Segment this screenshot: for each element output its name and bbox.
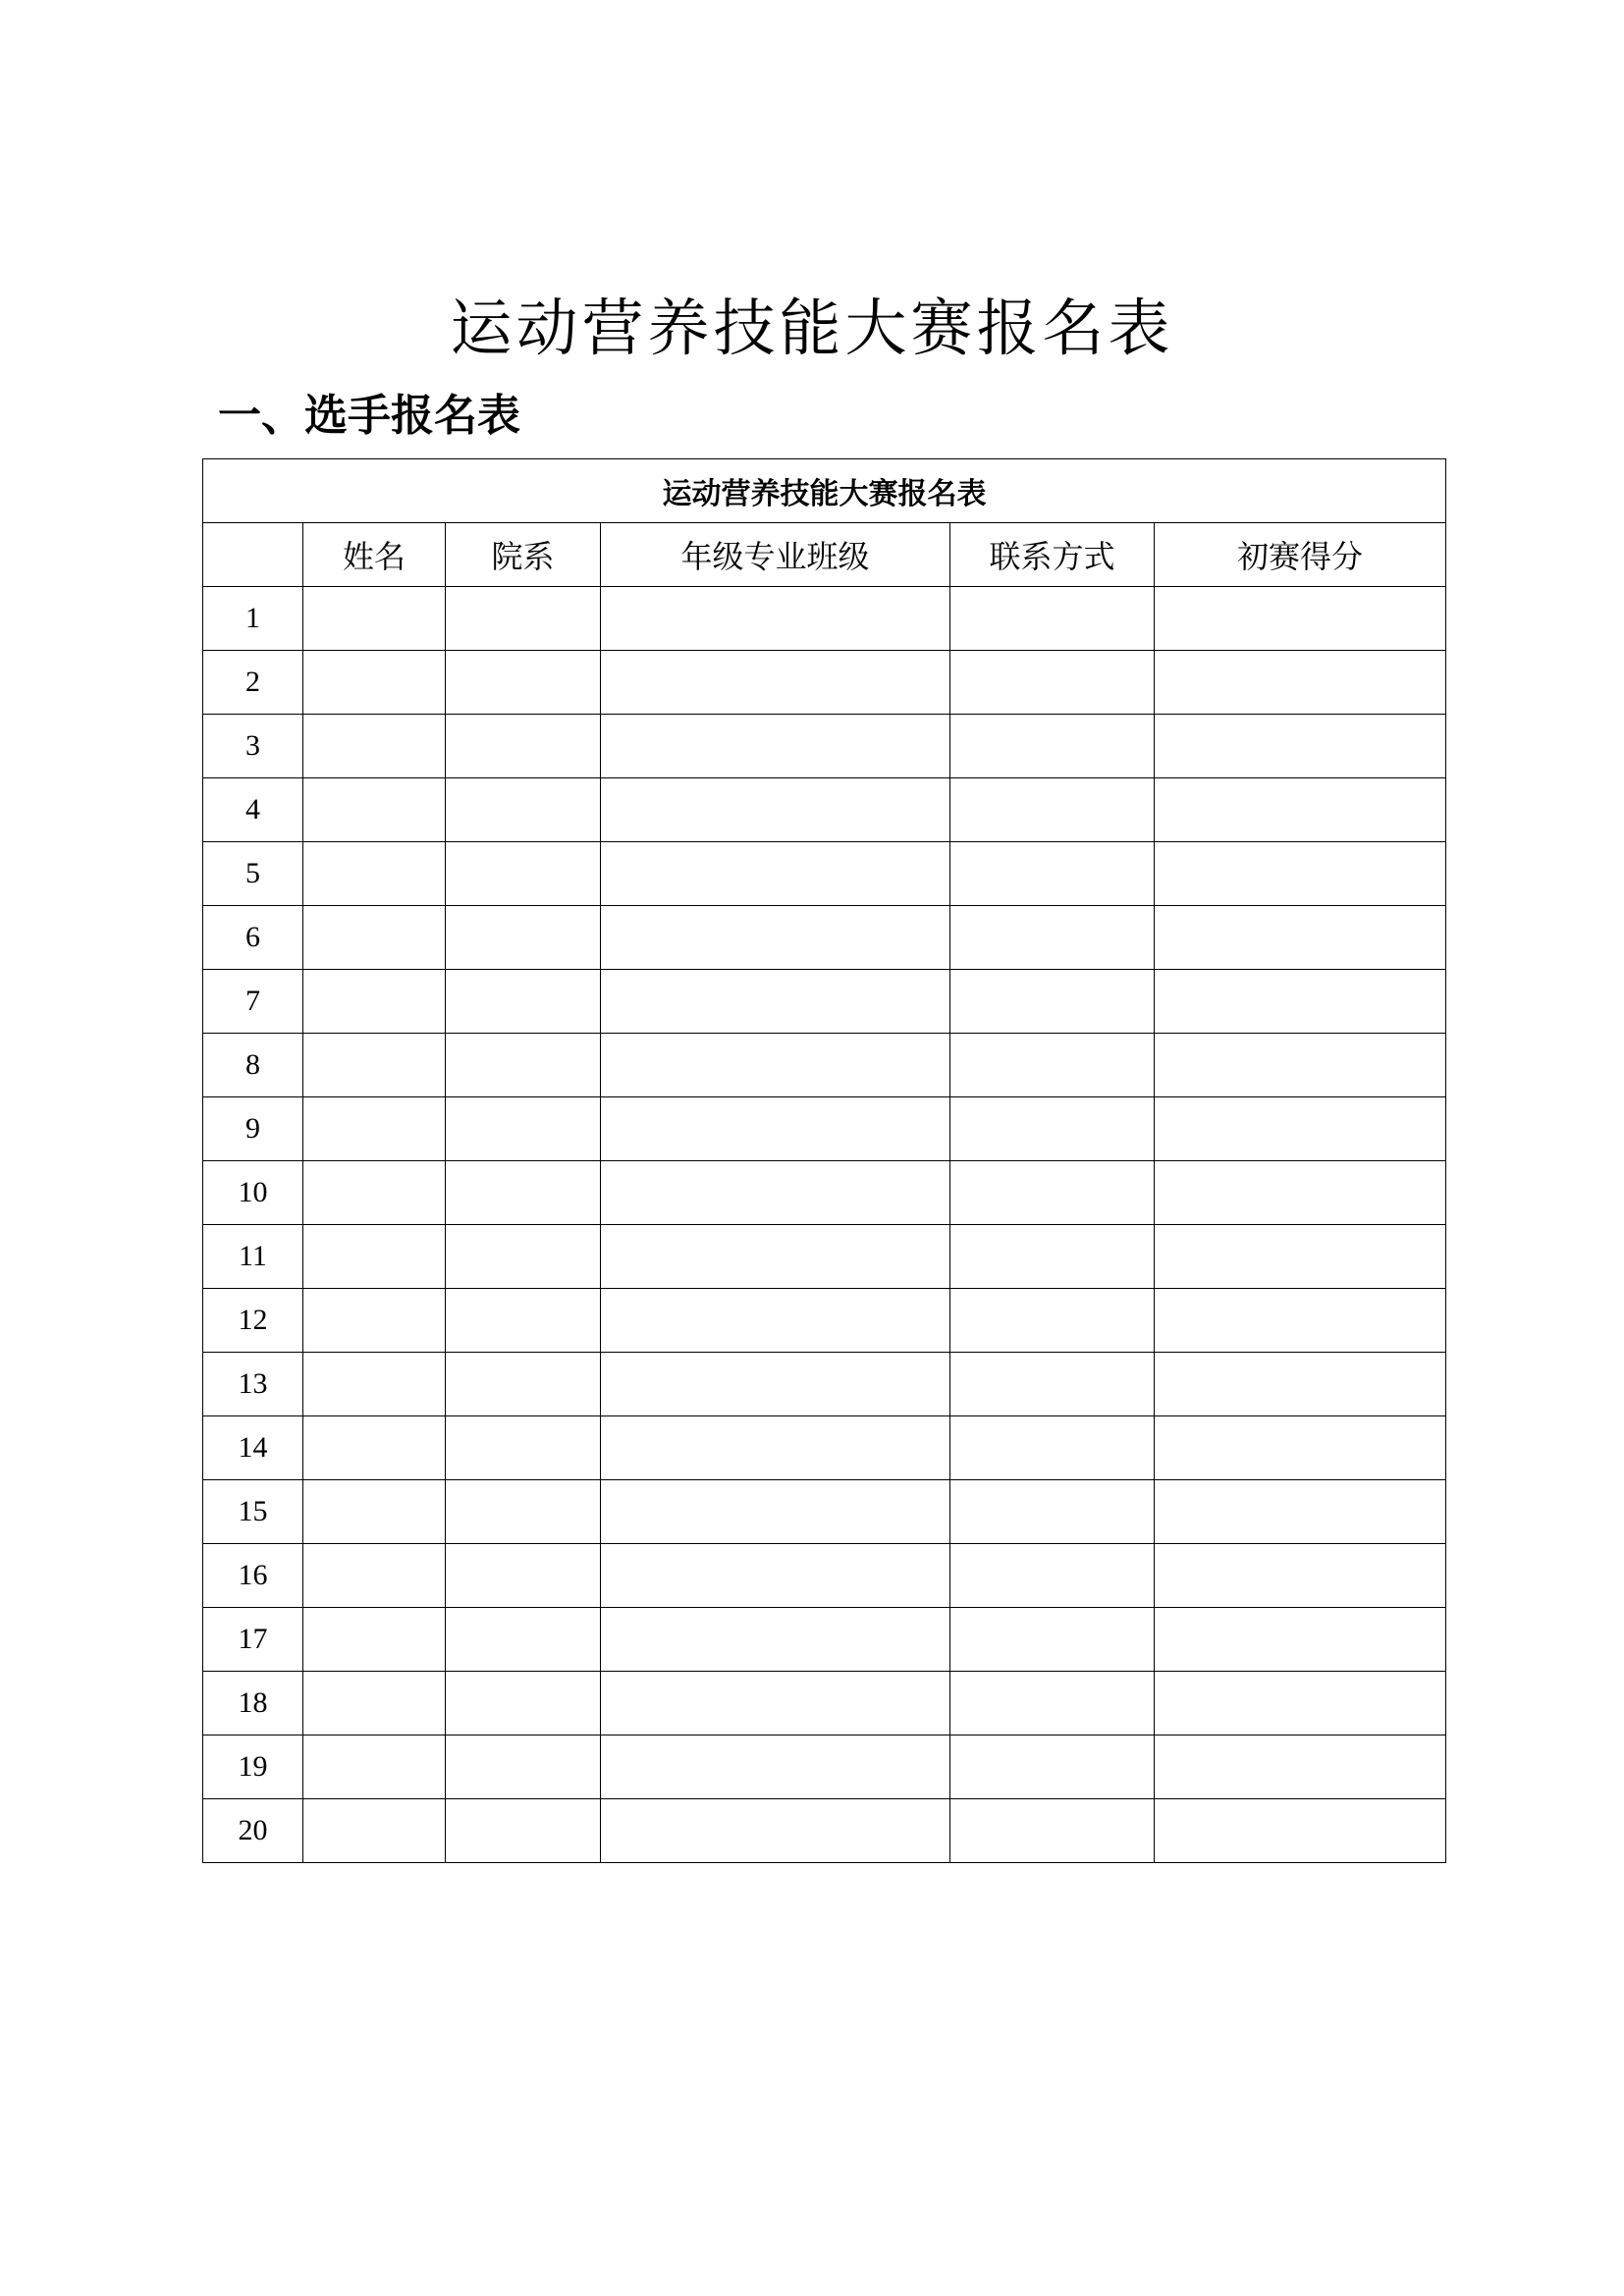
department-cell[interactable]: [446, 651, 601, 715]
name-cell[interactable]: [303, 715, 446, 778]
row-number: 12: [203, 1289, 303, 1353]
contact-cell[interactable]: [950, 1161, 1155, 1225]
name-cell[interactable]: [303, 651, 446, 715]
table-row: [203, 1161, 1446, 1225]
table-row: [203, 906, 1446, 970]
preliminary-score-cell[interactable]: [1155, 778, 1446, 842]
row-number: 13: [203, 1353, 303, 1416]
column-header-contact: 联系方式: [950, 523, 1155, 587]
grade-major-class-cell[interactable]: [601, 651, 950, 715]
table-row: [203, 842, 1446, 906]
row-number: 1: [203, 587, 303, 651]
row-number: 9: [203, 1097, 303, 1161]
table-row: [203, 778, 1446, 842]
department-cell[interactable]: [446, 1353, 601, 1416]
department-cell[interactable]: [446, 715, 601, 778]
row-number: 3: [203, 715, 303, 778]
name-cell[interactable]: [303, 1608, 446, 1672]
contact-cell[interactable]: [950, 970, 1155, 1034]
name-cell[interactable]: [303, 970, 446, 1034]
preliminary-score-cell[interactable]: [1155, 842, 1446, 906]
row-number: 7: [203, 970, 303, 1034]
preliminary-score-cell[interactable]: [1155, 1161, 1446, 1225]
table-row: [203, 1672, 1446, 1735]
department-cell[interactable]: [446, 1799, 601, 1863]
table-row: [203, 1353, 1446, 1416]
table-row: [203, 1544, 1446, 1608]
preliminary-score-cell[interactable]: [1155, 1735, 1446, 1799]
department-cell[interactable]: [446, 778, 601, 842]
preliminary-score-cell[interactable]: [1155, 1799, 1446, 1863]
name-cell[interactable]: [303, 1097, 446, 1161]
preliminary-score-cell[interactable]: [1155, 1225, 1446, 1289]
preliminary-score-cell[interactable]: [1155, 1416, 1446, 1480]
table-row: [203, 1799, 1446, 1863]
column-header-preliminary-score: 初赛得分: [1155, 523, 1446, 587]
table-row: [203, 1608, 1446, 1672]
table-row: [203, 1097, 1446, 1161]
table-row: [203, 651, 1446, 715]
preliminary-score-cell[interactable]: [1155, 1544, 1446, 1608]
name-cell[interactable]: [303, 1034, 446, 1097]
department-cell[interactable]: [446, 1416, 601, 1480]
page-title: 运动营养技能大赛报名表: [450, 293, 1174, 364]
row-number: 8: [203, 1034, 303, 1097]
preliminary-score-cell[interactable]: [1155, 587, 1446, 651]
row-number: 18: [203, 1672, 303, 1735]
name-cell[interactable]: [303, 778, 446, 842]
row-number: 2: [203, 651, 303, 715]
contact-cell[interactable]: [950, 1608, 1155, 1672]
name-cell[interactable]: [303, 1161, 446, 1225]
contact-cell[interactable]: [950, 1225, 1155, 1289]
contact-cell[interactable]: [950, 1034, 1155, 1097]
name-cell[interactable]: [303, 587, 446, 651]
table-caption-row: [203, 459, 1446, 523]
contact-cell[interactable]: [950, 651, 1155, 715]
department-cell[interactable]: [446, 970, 601, 1034]
grade-major-class-cell[interactable]: [601, 1544, 950, 1608]
department-cell[interactable]: [446, 1225, 601, 1289]
department-cell[interactable]: [446, 587, 601, 651]
name-cell[interactable]: [303, 1480, 446, 1544]
grade-major-class-cell[interactable]: [601, 970, 950, 1034]
name-cell[interactable]: [303, 906, 446, 970]
department-cell[interactable]: [446, 906, 601, 970]
table-row: [203, 587, 1446, 651]
grade-major-class-cell[interactable]: [601, 1034, 950, 1097]
grade-major-class-cell[interactable]: [601, 842, 950, 906]
department-cell[interactable]: [446, 1735, 601, 1799]
table-row: [203, 1416, 1446, 1480]
contact-cell[interactable]: [950, 587, 1155, 651]
contact-cell[interactable]: [950, 1416, 1155, 1480]
grade-major-class-cell[interactable]: [601, 906, 950, 970]
grade-major-class-cell[interactable]: [601, 1608, 950, 1672]
name-cell[interactable]: [303, 1735, 446, 1799]
department-cell[interactable]: [446, 1608, 601, 1672]
name-cell[interactable]: [303, 1544, 446, 1608]
preliminary-score-cell[interactable]: [1155, 1097, 1446, 1161]
table-body: [203, 587, 1446, 1863]
grade-major-class-cell[interactable]: [601, 1225, 950, 1289]
row-number: 5: [203, 842, 303, 906]
row-number: 10: [203, 1161, 303, 1225]
table-row: [203, 1034, 1446, 1097]
table-row: [203, 1225, 1446, 1289]
contact-cell[interactable]: [950, 1480, 1155, 1544]
row-number: 11: [203, 1225, 303, 1289]
name-cell[interactable]: [303, 1672, 446, 1735]
column-header-name: 姓名: [303, 523, 446, 587]
contact-cell[interactable]: [950, 1799, 1155, 1863]
grade-major-class-cell[interactable]: [601, 778, 950, 842]
name-cell[interactable]: [303, 1416, 446, 1480]
preliminary-score-cell[interactable]: [1155, 970, 1446, 1034]
table-header-row: [203, 523, 1446, 587]
contact-cell[interactable]: [950, 1672, 1155, 1735]
preliminary-score-cell[interactable]: [1155, 1608, 1446, 1672]
grade-major-class-cell[interactable]: [601, 715, 950, 778]
department-cell[interactable]: [446, 1161, 601, 1225]
column-header-index: [203, 523, 303, 587]
department-cell[interactable]: [446, 1544, 601, 1608]
department-cell[interactable]: [446, 1672, 601, 1735]
name-cell[interactable]: [303, 842, 446, 906]
contact-cell[interactable]: [950, 778, 1155, 842]
contact-cell[interactable]: [950, 906, 1155, 970]
grade-major-class-cell[interactable]: [601, 1416, 950, 1480]
registration-table: [202, 458, 1446, 1863]
grade-major-class-cell[interactable]: [601, 1672, 950, 1735]
grade-major-class-cell[interactable]: [601, 587, 950, 651]
contact-cell[interactable]: [950, 1289, 1155, 1353]
contact-cell[interactable]: [950, 1735, 1155, 1799]
preliminary-score-cell[interactable]: [1155, 1480, 1446, 1544]
column-header-grade-major-class: 年级专业班级: [601, 523, 950, 587]
row-number: 17: [203, 1608, 303, 1672]
row-number: 15: [203, 1480, 303, 1544]
preliminary-score-cell[interactable]: [1155, 1034, 1446, 1097]
column-header-department: 院系: [446, 523, 601, 587]
department-cell[interactable]: [446, 842, 601, 906]
preliminary-score-cell[interactable]: [1155, 651, 1446, 715]
preliminary-score-cell[interactable]: [1155, 906, 1446, 970]
contact-cell[interactable]: [950, 1353, 1155, 1416]
preliminary-score-cell[interactable]: [1155, 715, 1446, 778]
department-cell[interactable]: [446, 1480, 601, 1544]
name-cell[interactable]: [303, 1289, 446, 1353]
row-number: 4: [203, 778, 303, 842]
grade-major-class-cell[interactable]: [601, 1353, 950, 1416]
department-cell[interactable]: [446, 1097, 601, 1161]
row-number: 14: [203, 1416, 303, 1480]
name-cell[interactable]: [303, 1353, 446, 1416]
table-row: [203, 1289, 1446, 1353]
section-heading: 一、选手报名表: [218, 391, 520, 441]
row-number: 16: [203, 1544, 303, 1608]
grade-major-class-cell[interactable]: [601, 1799, 950, 1863]
grade-major-class-cell[interactable]: [601, 1735, 950, 1799]
table-row: [203, 1735, 1446, 1799]
department-cell[interactable]: [446, 1034, 601, 1097]
preliminary-score-cell[interactable]: [1155, 1289, 1446, 1353]
row-number: 6: [203, 906, 303, 970]
preliminary-score-cell[interactable]: [1155, 1353, 1446, 1416]
contact-cell[interactable]: [950, 842, 1155, 906]
grade-major-class-cell[interactable]: [601, 1161, 950, 1225]
department-cell[interactable]: [446, 1289, 601, 1353]
row-number: 20: [203, 1799, 303, 1863]
table-row: [203, 715, 1446, 778]
name-cell[interactable]: [303, 1225, 446, 1289]
contact-cell[interactable]: [950, 715, 1155, 778]
name-cell[interactable]: [303, 1799, 446, 1863]
grade-major-class-cell[interactable]: [601, 1480, 950, 1544]
table-row: [203, 1480, 1446, 1544]
contact-cell[interactable]: [950, 1097, 1155, 1161]
grade-major-class-cell[interactable]: [601, 1289, 950, 1353]
contact-cell[interactable]: [950, 1544, 1155, 1608]
preliminary-score-cell[interactable]: [1155, 1672, 1446, 1735]
table-caption: 运动营养技能大赛报名表: [203, 459, 1446, 523]
table-row: [203, 970, 1446, 1034]
row-number: 19: [203, 1735, 303, 1799]
grade-major-class-cell[interactable]: [601, 1097, 950, 1161]
